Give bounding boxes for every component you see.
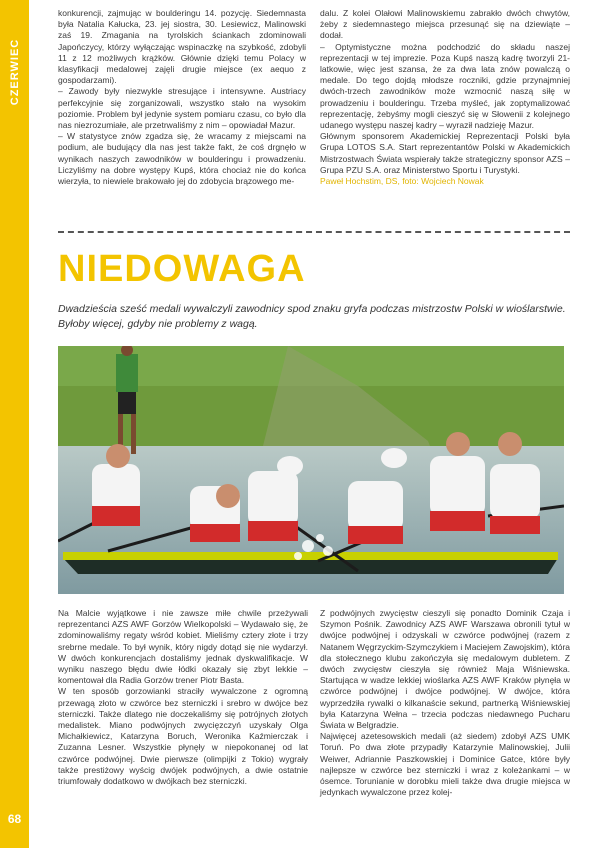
article-right-column	[320, 608, 570, 798]
section-divider	[58, 231, 570, 233]
paragraph: – W statystyce znów zgadza się, że wracamy z miejscami na podium, ale budujący dla nas jest także fakt, że coś drgnęło w wynikach naszych zawodników w boulderingu i prowadzeniu. Liczyliśmy na dobre występy Kupś, która chociaż nie do końca wierzyła, to niewiele brakowało jej do zdobycia brązowego me-	[58, 131, 306, 187]
rowing-crew-photo	[58, 346, 564, 594]
boat-hull	[63, 558, 558, 574]
paragraph: konkurencji, zajmując w boulderingu 14. pozycję. Siedemnasta była Natalia Kałucka, 23. jej siostra, 30. Lesiewicz, Malinowski zaś 19. Zmagania na tyrolskich ściankach zdominowali Japończycy, którzy wyłączając wspinaczkę na szybkość, zdobyli 11 z 12 możliwych krążków. Głównie dzięki temu Polacy w klasyfikacji medalowej zajęli drugie miejsce (ex aequo z gospodarzami).	[58, 8, 306, 86]
paragraph: – Optymistyczne można podchodzić do składu naszej reprezentacji w tej imprezie. Poza Kupś naszą kadrę tworzyli 21-latkowie, więc jest szansa, że za dwa lata znów powalczą o medale. Do tego dojdą młodsze roczniki, gdzie przynajmniej dwóch-trzech zawodników może wzmocnić naszą siłę w prowadzeniu i boulderingu. Trzeba myśleć, jak zoptymalizować reprezentację, żebyśmy mogli cieszyć się w Słowenii z kolejnego udanego występu naszej kadry – wyraził nadzieję Mazur.	[320, 41, 570, 131]
section-tab	[0, 40, 29, 110]
article-left-column	[58, 608, 308, 787]
paragraph: W ten sposób gorzowianki straciły wywalczone z ogromną przewagą złoto w czwórce bez sterniczki i srebro w dwójce bez sterniczki. Także dlatego nie doczekaliśmy się potrójnych złotych medalistek. Miano podwójnych zwycięzczyń uzyskały Olga Michałkiewicz, Katarzyna Boruch, Weronika Kaźmierczak i Zuzanna Lesner. Wszystkie płynęły w niepokonanej od lat czwórce podwójnej. Dwie pierwsze (olimpijki z Tokio) wygrały także prestiżowy wyścig dwójek podwójnych, a dwie ostatnie triumfowały dodatkowo w dwójkach bez sterniczki.	[58, 686, 308, 787]
page-number: 68	[7, 812, 22, 826]
top-left-column	[58, 8, 306, 187]
article-headline: NIEDOWAGA	[58, 248, 306, 290]
paragraph: Na Malcie wyjątkowe i nie zawsze miłe chwile przeżywali reprezentanci AZS AWF Gorzów Wielkopolski – Wydawało się, że zdominowaliśmy regaty wśród kobiet. Mieliśmy cztery złote i trzy srebrne medale. To był wynik, który nigdy dotąd się nie wydarzył. W dwóch konkurencjach dostaliśmy jednak dyskwalifikacje. W wyniku naszego błędu dwie łódki okazały się zbyt lekkie – komentował dla Radia Gorzów trener Piotr Basta.	[58, 608, 308, 686]
author-credit: Paweł Hochstim, DS, foto: Wojciech Nowak	[320, 176, 484, 187]
section-label: CZERWIEC	[9, 38, 21, 106]
page-sidebar	[0, 0, 29, 848]
paragraph: Z podwójnych zwycięstw cieszyli się ponadto Dominik Czaja i Szymon Pośnik. Zawodnicy AZS AWF Warszawa obronili tytuł w dwójce podwójnej i odzyskali w czwórce podwójnej (razem z Natanem Węgrzyckim-Szymczykiem i Maciejem Zawojskim), która dla stołecznego klubu zakończyła się medalowym dubletem. Z dwóch zwycięstw cieszyła się również Maja Wiśniewska. Startująca w wadze lekkiej wioślarka AZS AWF Kraków płynęła w czwórce podwójnej i dwójce podwójnej. W dwójce, która wyprzedziła rywalki o kilkanaście sekund, partnerką Wiśniewskiej była Katarzyna Wełna – trzecia podczas niedawnego Pucharu Świata w Belgradzie.	[320, 608, 570, 731]
article-lead: Dwadzieścia sześć medali wywalczyli zawodnicy spod znaku gryfa podczas mistrzostw Polski w wioślarstwie. Byłoby więcej, gdyby nie problemy z wagą.	[58, 303, 566, 330]
paragraph: – Zawody były niezwykle stresujące i intensywne. Austriacy perfekcyjnie się zorganizowali, wszystko stało na wysokim poziomie. Problem był jedynie system pomiaru czasu, co było dla nas niezrozumiałe, ale przetrwaliśmy z nim – opowiadał Mazur.	[58, 86, 306, 131]
paragraph: Najwięcej azetesowskich medali (aż siedem) zdobył AZS UMK Toruń. Po dwa złote przypadły Katarzynie Malinowskiej, Julii Weiwer, Adriannie Paszkowskiej i Dominice Gatce, które były najlepsze w czwórce bez sterniczki i wraz z koleżankami – w ósemce. Torunianie w dorobku mieli także dwa drugie miejsca w jedynkach wywalczone przez kolej-	[320, 731, 570, 798]
paragraph: dalu. Z kolei Olałowi Malinowskiemu zabrakło dwóch chwytów, żeby z siedemnastego miejsca przesunąć się na dziewiąte – dodał.	[320, 8, 570, 41]
top-right-column	[320, 8, 570, 187]
paragraph: Głównym sponsorem Akademickiej Reprezentacji Polski była Grupa LOTOS S.A. Start reprezentantów Polski w Akademickich Mistrzostwach Świata wspierały także strategiczny sponsor AZS – Grupa PZU S.A. oraz Ministerstwo Sportu i Turystyki.	[320, 131, 570, 175]
